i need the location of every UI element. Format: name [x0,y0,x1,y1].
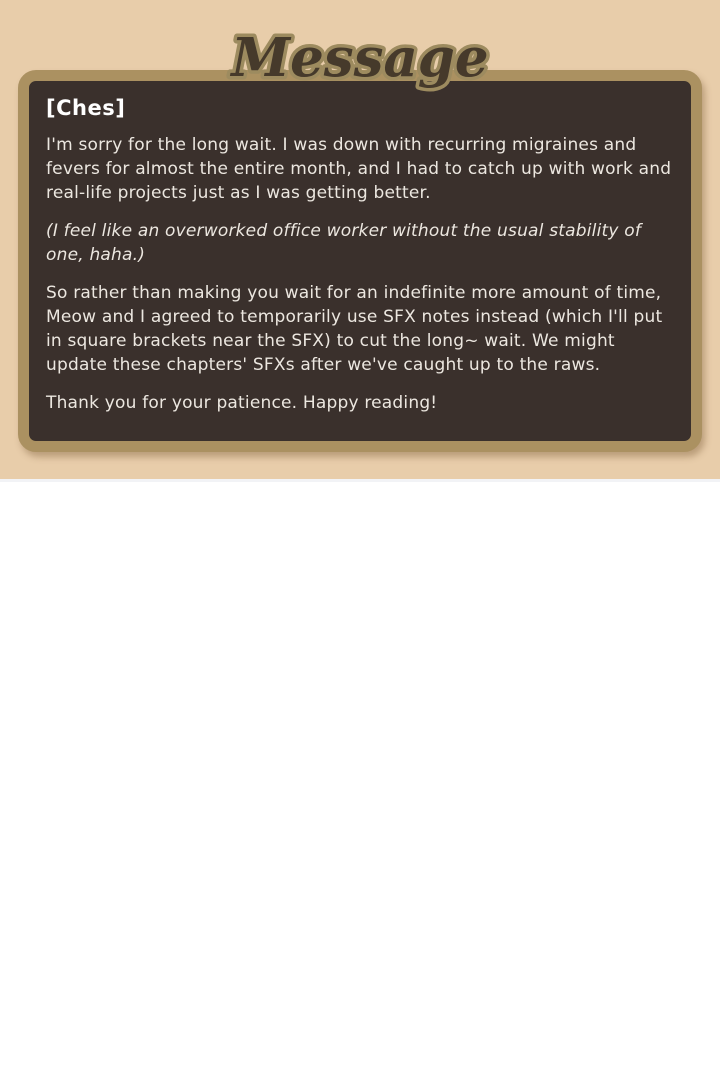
author-name: [Ches] [46,96,126,120]
message-paragraph: Thank you for your patience. Happy reading! [46,393,438,413]
banner-title: Message [231,27,489,89]
message-card [18,70,702,452]
blank-page-area [0,482,720,1080]
message-paragraph: So rather than making you wait for an indefinite more amount of time, Meow and I agreed to temporarily use SFX notes instead (which I'll put in square brackets near the SFX) to cut the long~ wait. We might update these chapters' SFXs after we've caught up to the raws. [46,283,663,375]
message-paragraph: I'm sorry for the long wait. I was down with recurring migraines and fevers for almost the entire month, and I had to catch up with work and real-life projects just as I was getting better. [46,135,672,203]
message-banner [0,0,720,479]
message-paragraph: (I feel like an overworked office worker without the usual stability of one, haha.) [46,221,642,265]
message-card-content [29,81,691,441]
